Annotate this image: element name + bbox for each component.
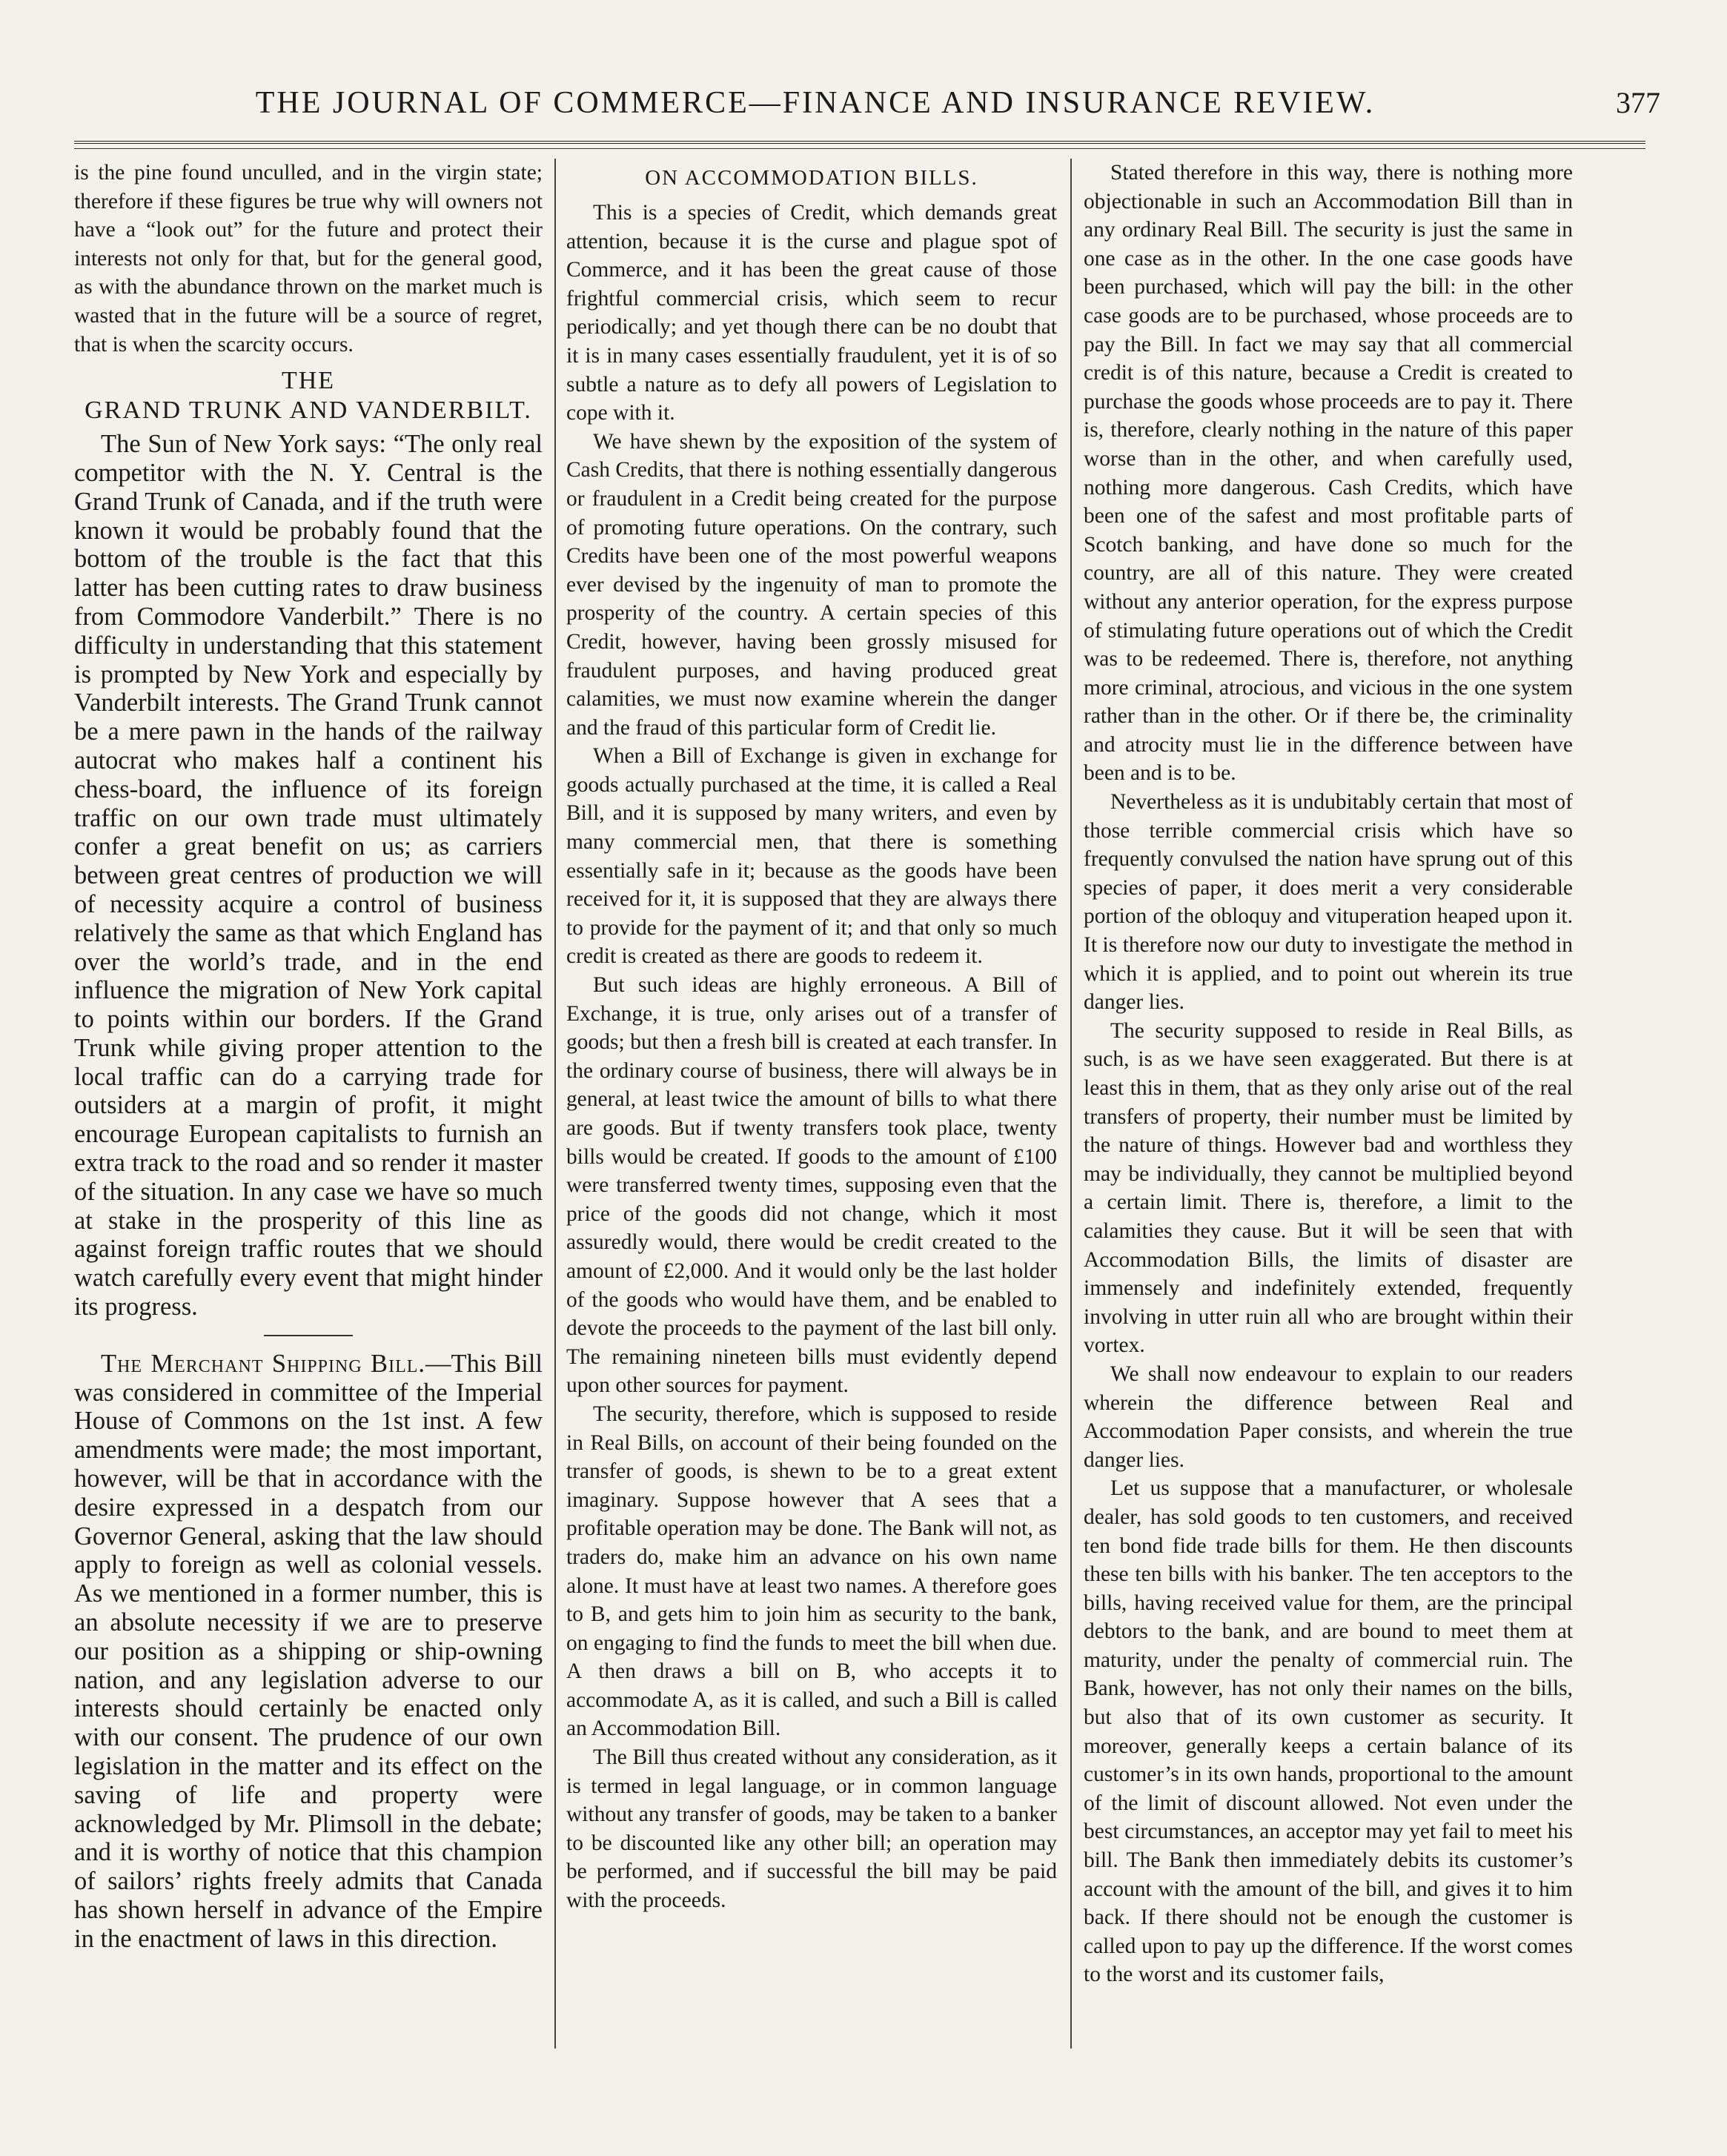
accommodation-paragraph-6: The Bill thus created without any consideration, as it is termed in legal language, or in common language without any transfer of goods, may be taken to a banker to be discounted like any other bill; an operation may be performed, and if successful the bill may be paid with the proceeds.: [566, 1745, 1057, 1913]
grand-trunk-heading-line2: GRAND TRUNK AND VANDERBILT.: [84, 397, 532, 425]
page-number: 377: [1616, 86, 1660, 119]
accommodation-paragraph-10: We shall now endeavour to explain to our readers wherein the difference between Real and Accommodation Paper consists, and wherein the true danger lies.: [1084, 1361, 1573, 1472]
column-3: [1084, 159, 1573, 2056]
accommodation-paragraph-5: The security, therefore, which is supposed to reside in Real Bills, on account of their being founded on the transfer of goods, is shewn to be to a great extent imaginary. Suppose however that A sees that a profitable operation may be done. The Bank will not, as traders do, make him an advance on his own name alone. It must have at least two names. A therefore goes to B, and gets him to join him as security to the bank, on engaging to find the funds to meet the bill when due. A then draws a bill on B, who accepts it to accommodate A, as it is called, and such a Bill is called an Accommodation Bill.: [566, 1402, 1057, 1741]
accommodation-paragraph-4: But such ideas are highly erroneous. A Bill of Exchange, it is true, only arises out of a transfer of goods; but then a fresh bill is created at each transfer. In the ordinary course of business, there will always be in general, at least twice the amount of bills to what there are goods. But if twenty transfers took place, twenty bills would be created. If goods to the amount of £100 were transferred twenty times, supposing even that the price of the goods did not change, which it most assuredly would, there would be credit created to the amount of £2,000. And it would only be the last holder of the goods who would have them, and be enabled to devote the proceeds to the payment of the last bill only. The remaining nineteen bills must evidently depend upon other sources for payment.: [566, 973, 1057, 1398]
column-1: [74, 159, 543, 2056]
accommodation-paragraph-11: Let us suppose that a manufacturer, or wholesale dealer, has sold goods to ten customers, and received ten bond fide trade bills for them. He then discounts these ten bills with his banker. The ten acceptors to the bills, having received value for them, are the principal debtors to the bank, and are bound to meet them at maturity, under the penalty of commercial ruin. The Bank, however, has not only their names on the bills, but also that of its own customer as security. It moreover, generally keeps a certain balance of its customer’s in its own hands, proportional to the amount of the limit of discount allowed. Not even under the best circumstances, an acceptor may yet fail to meet his bill. The Bank then immediately debits its customer’s account with the amount of the bill, and gives it to him back. If there should not be enough the customer is called upon to pay up the difference. If the worst comes to the worst and its customer fails,: [1084, 1476, 1573, 1987]
header-rule: [74, 141, 1645, 144]
column-divider-2: [1070, 159, 1072, 2049]
grand-trunk-heading: [74, 366, 543, 425]
article-separator: [264, 1335, 353, 1336]
column-divider-1: [554, 159, 556, 2049]
column-2: [566, 159, 1057, 2056]
accommodation-paragraph-1: This is a species of Credit, which demands great attention, because it is the curse and plague spot of Commerce, and it has been the great cause of those frightful commercial crisis, which seem to recur periodically; and yet though there can be no doubt that it is in many cases essentially fraudulent, yet it is of so subtle a nature as to defy all powers of Legislation to cope with it.: [566, 201, 1057, 425]
accommodation-paragraph-8: Nevertheless as it is undubitably certain that most of those terrible commercial crisis which have so frequently convulsed the nation have sprung out of this species of paper, it does merit a very considerable portion of the obloquy and vituperation heaped upon it. It is therefore now our duty to investigate the method in which it is applied, and to point out wherein its true danger lies.: [1084, 790, 1573, 1015]
header-rule-thin: [74, 148, 1645, 149]
accommodation-paragraph-3: When a Bill of Exchange is given in exchange for goods actually purchased at the time, it is called a Real Bill, and it is supposed by many writers, and even by many commercial men, that there is something essentially safe in it; because as the goods have been received for it, it is supposed that they are always there to provide for the payment of it; and that only so much credit is created as there are goods to redeem it.: [566, 744, 1057, 969]
merchant-shipping-lead: The Merchant Shipping Bill.: [101, 1349, 426, 1378]
accommodation-paragraph-2: We have shewn by the exposition of the system of Cash Credits, that there is nothing essentially dangerous or fraudulent in a Credit being created for the purpose of promoting future operations. On the contrary, such Credits have been one of the most powerful weapons ever devised by the ingenuity of man to promote the prosperity of the country. A certain species of this Credit, however, having been grossly misused for fraudulent purposes, and having produced great calamities, we must now examine wherein the danger and the fraud of this particular form of Credit lie.: [566, 429, 1057, 740]
running-title: THE JOURNAL OF COMMERCE—FINANCE AND INSURANCE REVIEW.: [255, 86, 1376, 120]
grand-trunk-article: The Sun of New York says: “The only real competitor with the N. Y. Central is the Grand Trunk of Canada, and if the truth were known it would be probably found that the bottom of the trouble is the fact that this latter has been cutting rates to draw business from Commodore Vanderbilt.” There is no difficulty in understanding that this statement is prompted by New York and especially by Vanderbilt interests. The Grand Trunk cannot be a mere pawn in the hands of the railway autocrat who makes half a continent his chess-board, the influence of its foreign traffic on our own trade must ultimately confer a great benefit on us; as carriers between great centres of production we will of necessity acquire a control of business relatively the same as that which England has over the world’s trade, and in the end influence the migration of New York capital to points within our borders. If the Grand Trunk while giving proper attention to the local traffic can do a carrying trade for outsiders at a margin of profit, it might encourage European capitalists to furnish an extra track to the road and so render it master of the situation. In any case we have so much at stake in the prosperity of this line as against foreign traffic routes that we should watch carefully every event that might hinder its progress.: [74, 430, 543, 1321]
merchant-shipping-body: —This Bill was considered in committee of the Imperial House of Commons on the 1st inst. A few amendments were made; the most important, however, will be that in accordance with the desire expressed in a despatch from our Governor General, asking that the law should apply to foreign as well as colonial vessels. As we mentioned in a former number, this is an absolute necessity if we are to preserve our position as a shipping or ship-owning nation, and any legislation adverse to our interests should certainly be enacted only with our consent. The prudence of our own legislation in the matter and its effect on the saving of life and property were acknowledged by Mr. Plimsoll in the debate; and it is worthy of notice that this champion of sailors’ rights freely admits that Canada has shown herself in advance of the Empire in the enactment of laws in this direction.: [74, 1349, 543, 1953]
accommodation-paragraph-9: The security supposed to reside in Real Bills, as such, is as we have seen exaggerated. But there is at least this in them, that as they only arise out of the real transfers of property, their number must be limited by the nature of things. However bad and worthless they may be individually, they cannot be multiplied beyond a certain limit. There is, therefore, a limit to the calamities they cause. But it will be seen that with Accommodation Bills, the limits of disaster are immensely and indefinitely extended, frequently involving in utter ruin all who are brought within their vortex.: [1084, 1018, 1573, 1358]
merchant-shipping-article: [74, 1350, 543, 1954]
grand-trunk-heading-line1: THE: [281, 367, 336, 395]
timber-article-end: is the pine found unculled, and in the virgin state; therefore if these figures be true why will owners not have a “look out” for the future and protect their interests not only for that, but for the general good, as with the abundance thrown on the market much is wasted that in the future will be a source of regret, that is when the scarcity occurs.: [74, 161, 543, 356]
accommodation-paragraph-7: Stated therefore in this way, there is nothing more objectionable in such an Accommodation Bill than in any ordinary Real Bill. The security is just the same in one case as in the other. In the one case goods have been purchased, which will pay the bill: in the other case goods are to be purchased, whose proceeds are to pay the Bill. In fact we may say that all commercial credit is of this nature, because a Credit is created to purchase the goods whose proceeds are to pay it. There is, therefore, clearly nothing in the nature of this paper worse than in the other, and when carefully used, nothing more dangerous. Cash Credits, which have been one of the safest and most profitable parts of Scotch banking, and have done so much for the country, are all of this nature. They were created without any anterior operation, for the express purpose of stimulating future operations out of which the Credit was to be redeemed. There is, therefore, not anything more criminal, atrocious, and vicious in the one system rather than in the other. Or if there be, the criminality and atrocity must lie in the difference between have been and is to be.: [1084, 161, 1573, 786]
accommodation-bills-heading: ON ACCOMMODATION BILLS.: [645, 166, 978, 190]
page-header: [74, 80, 1660, 126]
